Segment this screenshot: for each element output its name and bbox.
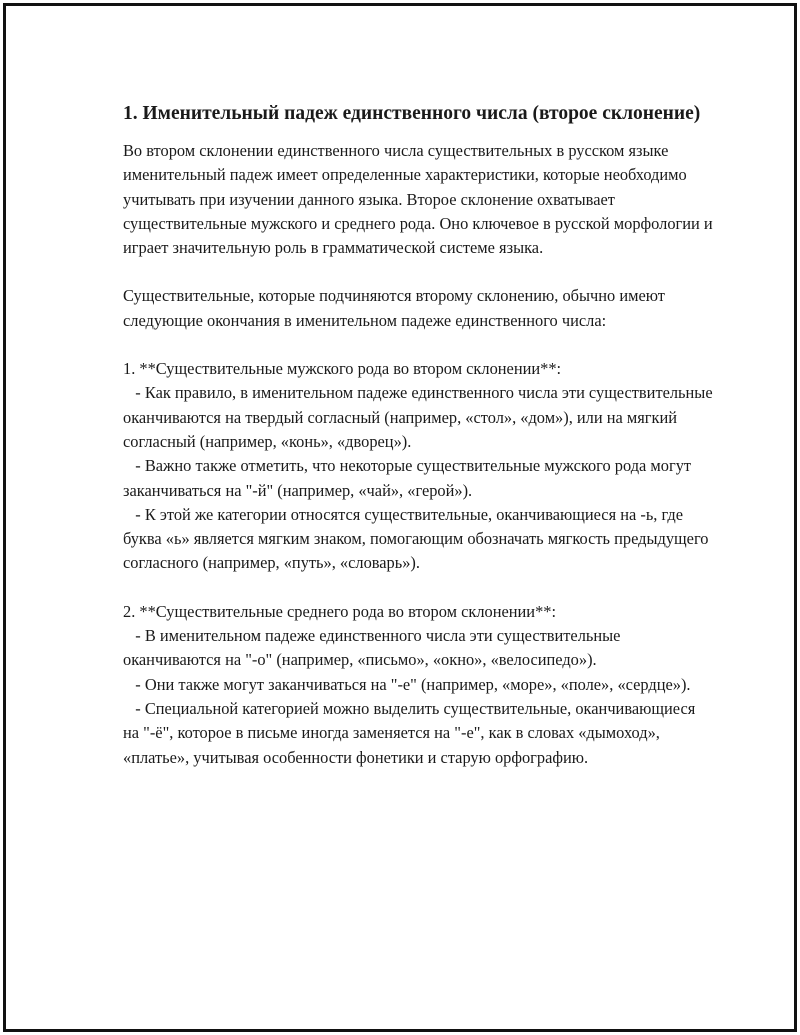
- page-frame: [3, 3, 797, 1032]
- section-heading: 1. Именительный падеж единственного числа (второе склонение): [123, 103, 701, 124]
- paragraph-neuter: 2. **Существительные среднего рода во втором склонении**: - В именительном падеже единственного числа эти существительные оканчиваются на "-о" (например, «письмо», «окно», «велосипедо»). - Они также могут заканчиваться на "-е" (например, «море», «поле», «сердце»). - Специальной категорией можно выделить существительные, оканчивающиеся на "-ё", которое в письме иногда заменяется на "-е", как в словах «дымоход», «платье», учитывая особенности фонетики и старую орфографию.: [123, 601, 696, 767]
- paragraph-endings: Существительные, которые подчиняются второму склонению, обычно имеют следующие окончания в именительном падеже единственного числа:: [123, 286, 670, 330]
- paragraph-intro: Во втором склонении единственного числа существительных в русском языке именительный падеж имеет определенные характеристики, которые необходимо учитывать при изучении данного языка. Второе склонение охватывает существительные мужского и среднего рода. Оно ключевое в русской морфологии и играет значительную роль в грамматической системе языка.: [123, 141, 717, 258]
- document-body: [123, 100, 717, 770]
- paragraph-masculine: 1. **Существительные мужского рода во втором склонении**: - Как правило, в именительном падеже единственного числа эти существительные оканчиваются на твердый согласный (например, «стол», «дом»), или на мягкий согласный (например, «конь», «дворец»). - Важно также отметить, что некоторые существительные мужского рода могут заканчиваться на "-й" (например, «чай», «герой»). - К этой же категории относятся существительные, оканчивающиеся на -ь, где буква «ь» является мягким знаком, помогающим обозначать мягкость предыдущего согласного (например, «путь», «словарь»).: [123, 359, 713, 573]
